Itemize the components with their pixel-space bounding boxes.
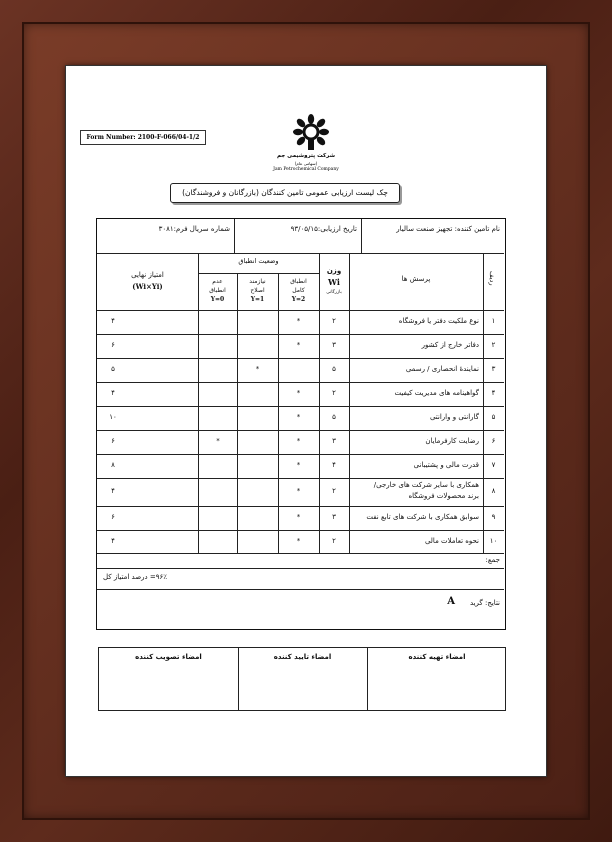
confirmed-by-signature: امضاء تایید کننده (273, 653, 332, 661)
row-number: ۳ (491, 365, 496, 373)
total-percent: ۹۶٪= درصد امتیاز کل (103, 573, 168, 581)
row-divider (97, 406, 504, 407)
form-title: چک لیست ارزیابی عمومی تامین کنندگان (بازرگانان و فروشندگان) (170, 183, 400, 203)
compliance-mark: * (296, 537, 301, 545)
question-text: همکاری با سایر شرکت های خارجی/ (373, 481, 479, 489)
question-text: نوع ملکیت دفتر یا فروشگاه (398, 317, 479, 325)
weight-value: ۵ (332, 413, 336, 421)
weight-value: ۵ (332, 365, 336, 373)
row-number: ۵ (491, 413, 496, 421)
row-number: ۷ (491, 461, 496, 469)
needs-fix-line1: نیازمند (249, 278, 266, 285)
col-divider (319, 253, 320, 553)
needs-fix-y: Y=1 (250, 296, 265, 303)
compliance-mark: * (255, 365, 260, 373)
row-number-header: ردیف (488, 271, 496, 286)
question-text: سوابق همکاری با شرکت های تابع نفت (366, 513, 479, 521)
signature-box (98, 647, 506, 711)
row-divider (97, 382, 504, 383)
compliance-mark: * (296, 487, 301, 495)
form-number: Form Number: 2100-F-066/04-1/2 (80, 130, 206, 145)
question-text: رضایت کارفرمایان (425, 437, 479, 445)
weight-value: ۳ (332, 341, 336, 349)
non-compliance-y: Y=0 (210, 296, 225, 303)
weight-value: ۳ (332, 437, 336, 445)
form-serial: شماره سریال فرم:۳۰۸۱ (158, 225, 230, 233)
score-value: ۵ (111, 365, 115, 373)
full-compliance-line2: کامل (292, 287, 305, 294)
checklist-document (66, 66, 546, 776)
weight-value: ۲ (332, 487, 336, 495)
company-type: (سهامی عام) (294, 161, 318, 166)
col-divider (483, 253, 484, 553)
row-divider (97, 430, 504, 431)
question-text: دفاتر خارج از کشور (421, 341, 479, 349)
row-number: ۹ (491, 513, 496, 521)
score-value: ۶ (111, 513, 115, 521)
col-divider (278, 273, 279, 553)
info-row-divider (97, 253, 504, 254)
supplier-name: نام تامین کننده: تجهیز صنعت ساليار (396, 225, 500, 233)
score-value: ۶ (111, 341, 115, 349)
weight-value: ۳ (332, 513, 336, 521)
compliance-mark: * (296, 413, 301, 421)
weight-header: وزن (326, 267, 342, 275)
question-header: پرسش ها (401, 275, 431, 283)
row-number: ۲ (491, 341, 496, 349)
question-text: نمایندۀ انحصاری / رسمی (405, 365, 479, 373)
compliance-mark: * (216, 437, 220, 445)
col-divider (237, 273, 238, 553)
row-divider (97, 334, 504, 335)
row-number: ۱۰ (489, 537, 498, 545)
row-divider (97, 478, 504, 479)
question-text: نحوه تعاملات مالی (424, 537, 479, 545)
score-value: ۴ (111, 317, 115, 325)
row-number: ۴ (491, 389, 496, 397)
weight-value: ۲ (332, 317, 336, 325)
final-score-formula: (Wi×Yi) (132, 282, 163, 291)
full-compliance-y: Y=2 (291, 296, 306, 303)
score-value: ۴ (111, 487, 115, 495)
compliance-mark: * (296, 437, 301, 445)
company-logo-icon (291, 112, 331, 152)
evaluation-date: تاریخ ارزیابی:۹۳/۰۵/۱۵ (290, 225, 357, 233)
full-compliance-line1: انطباق (290, 278, 307, 285)
score-value: ۴ (111, 389, 115, 397)
weight-value: ۴ (332, 461, 336, 469)
result-divider (97, 589, 504, 590)
row-divider (97, 454, 504, 455)
sum-label: جمع: (485, 556, 500, 564)
row-number: ۱ (491, 317, 496, 325)
compliance-mark: * (296, 317, 301, 325)
compliance-mark: * (296, 389, 301, 397)
grade-value: A (447, 596, 455, 607)
info-divider (234, 219, 235, 253)
row-number: ۸ (491, 487, 496, 495)
evaluation-table (96, 218, 506, 630)
status-header: وضعیت انطباق (238, 257, 279, 265)
score-value: ۱۰ (109, 413, 117, 421)
prepared-by-signature: امضاء تهیه کننده (408, 653, 466, 661)
sum-divider (97, 553, 504, 554)
company-name-fa: شرکت پتروشیمی جم (276, 153, 335, 159)
weight-symbol: Wi (328, 277, 340, 287)
question-text: قدرت مالی و پشتیبانی (413, 461, 479, 469)
row-divider (97, 530, 504, 531)
weight-value: ۲ (332, 537, 336, 545)
final-score-header: امتیاز نهایی (131, 271, 164, 279)
score-value: ۸ (111, 461, 115, 469)
col-divider (349, 253, 350, 553)
needs-fix-line2: اصلاح (250, 287, 265, 294)
approved-by-signature: امضاء تصویب کننده (135, 653, 202, 661)
compliance-mark: * (296, 341, 301, 349)
question-text: گواهینامه های مدیریت کیفیت (394, 389, 479, 397)
question-text: گارانتی و وارانتی (429, 413, 479, 421)
score-value: ۶ (111, 437, 115, 445)
row-divider (97, 358, 504, 359)
company-name-en: Jam Petrochemical Company (273, 167, 339, 172)
score-value: ۴ (111, 537, 115, 545)
header-bottom (97, 310, 504, 311)
result-label: نتایج: گرید (469, 599, 500, 607)
non-compliance-line2: انطباق (209, 287, 226, 294)
status-subheader-line (198, 273, 319, 274)
row-divider (97, 506, 504, 507)
question-text: برند محصولات فروشگاه (408, 492, 479, 500)
compliance-mark: * (296, 513, 301, 521)
row-number: ۶ (491, 437, 496, 445)
compliance-mark: * (296, 461, 301, 469)
weight-sub: بازرگانی (326, 290, 342, 295)
weight-value: ۲ (332, 389, 336, 397)
percent-divider (97, 568, 504, 569)
info-divider (361, 219, 362, 253)
non-compliance-line1: عدم (212, 278, 223, 285)
